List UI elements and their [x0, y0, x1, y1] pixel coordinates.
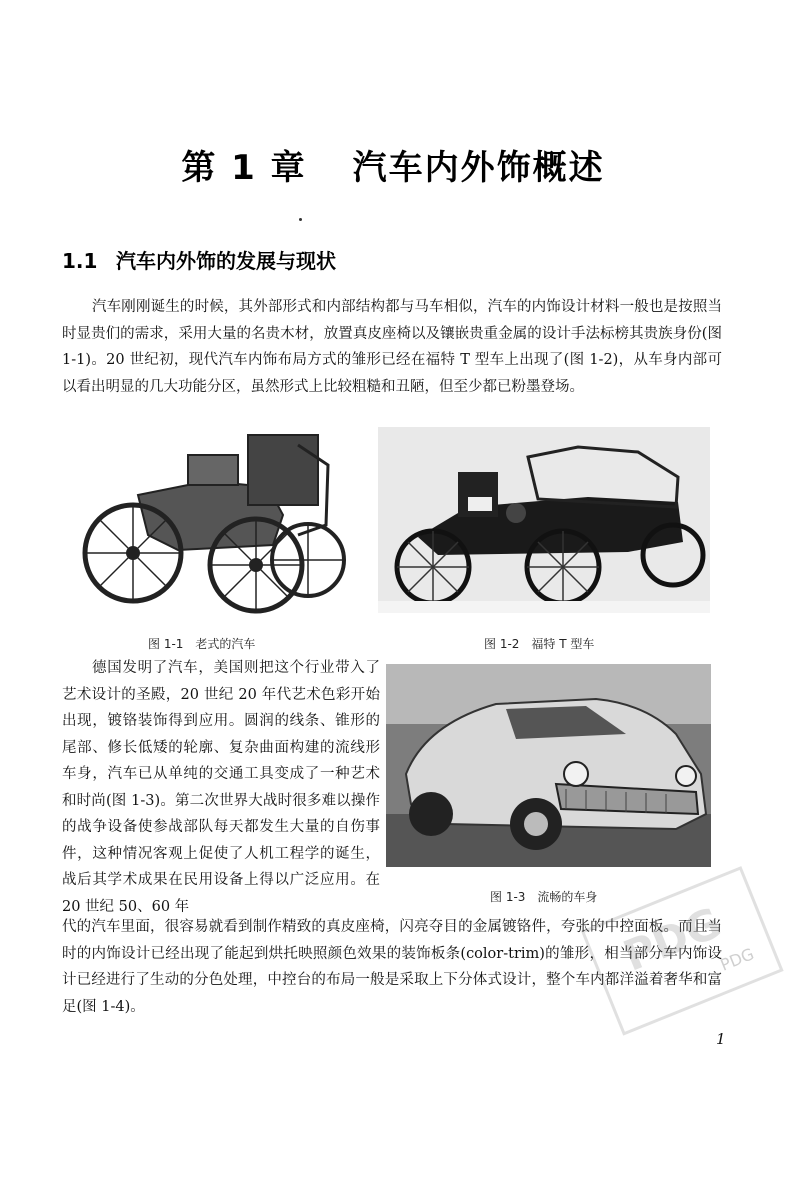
chapter-title	[0, 140, 786, 189]
section-title: 汽车内外饰的发展与现状	[116, 249, 336, 273]
figure-1-2-image	[378, 427, 710, 613]
chapter-number: 第 1 章	[181, 148, 307, 188]
figure-1-1-caption: 图 1-1 老式的汽车	[148, 637, 256, 651]
watermark-stamp	[560, 860, 786, 1060]
paragraph-1: 汽车刚刚诞生的时候，其外部形式和内部结构都与马车相似，汽车的内饰设计材料一般也是按照当时显贵们的需求，采用大量的名贵木材，放置真皮座椅以及镶嵌贵重金属的设计手法标榜其贵族身份(图 1-1)。20 世纪初，现代汽车内饰布局方式的雏形已经在福特 T 型车上出现了(图 1-2)，从车身内部可以看出明显的几大功能分区，虽然形式上比较粗糙和丑陋，但至少都已粉墨登场。	[62, 299, 722, 395]
figure-1-2-caption: 图 1-2 福特 T 型车	[484, 637, 595, 651]
stray-dot	[299, 218, 302, 221]
section-heading	[62, 245, 336, 274]
figure-1-3-caption: 图 1-3 流畅的车身	[490, 890, 598, 904]
page-number: 1	[716, 1030, 726, 1048]
chapter-name: 汽车内外饰概述	[352, 148, 605, 188]
paragraph-3: 代的汽车里面，很容易就看到制作精致的真皮座椅，闪亮夺目的金属镀铬件，夸张的中控面板。而且当时的内饰设计已经出现了能起到烘托映照颜色效果的装饰板条(color-trim)的雏形，相当部分车内饰设计已经进行了生动的分色处理，中控台的布局一般是采取上下分体式设计，整个车内都洋溢着奢华和富足(图 1-4)。	[62, 919, 722, 1015]
section-number: 1.1	[62, 249, 98, 273]
paragraph-2: 德国发明了汽车，美国则把这个行业带入了艺术设计的圣殿，20 世纪 20 年代艺术色彩开始出现，镀铬装饰得到应用。圆润的线条、锥形的尾部、修长低矮的轮廓、复杂曲面构建的流线形车身，汽车已从单纯的交通工具变成了一种艺术和时尚(图 1-3)。第二次世界大战时很多难以操作的战争设备使参战部队每天都发生大量的自伤事件，这种情况客观上促使了人机工程学的诞生，战后其学术成果在民用设备上得以广泛应用。在 20 世纪 50、60 年	[62, 660, 380, 915]
svg-text:PDG: PDG	[616, 897, 728, 981]
figure-1-1-image	[68, 425, 358, 617]
watermark-text: PDG	[717, 944, 757, 975]
figure-1-3-image	[386, 664, 711, 867]
